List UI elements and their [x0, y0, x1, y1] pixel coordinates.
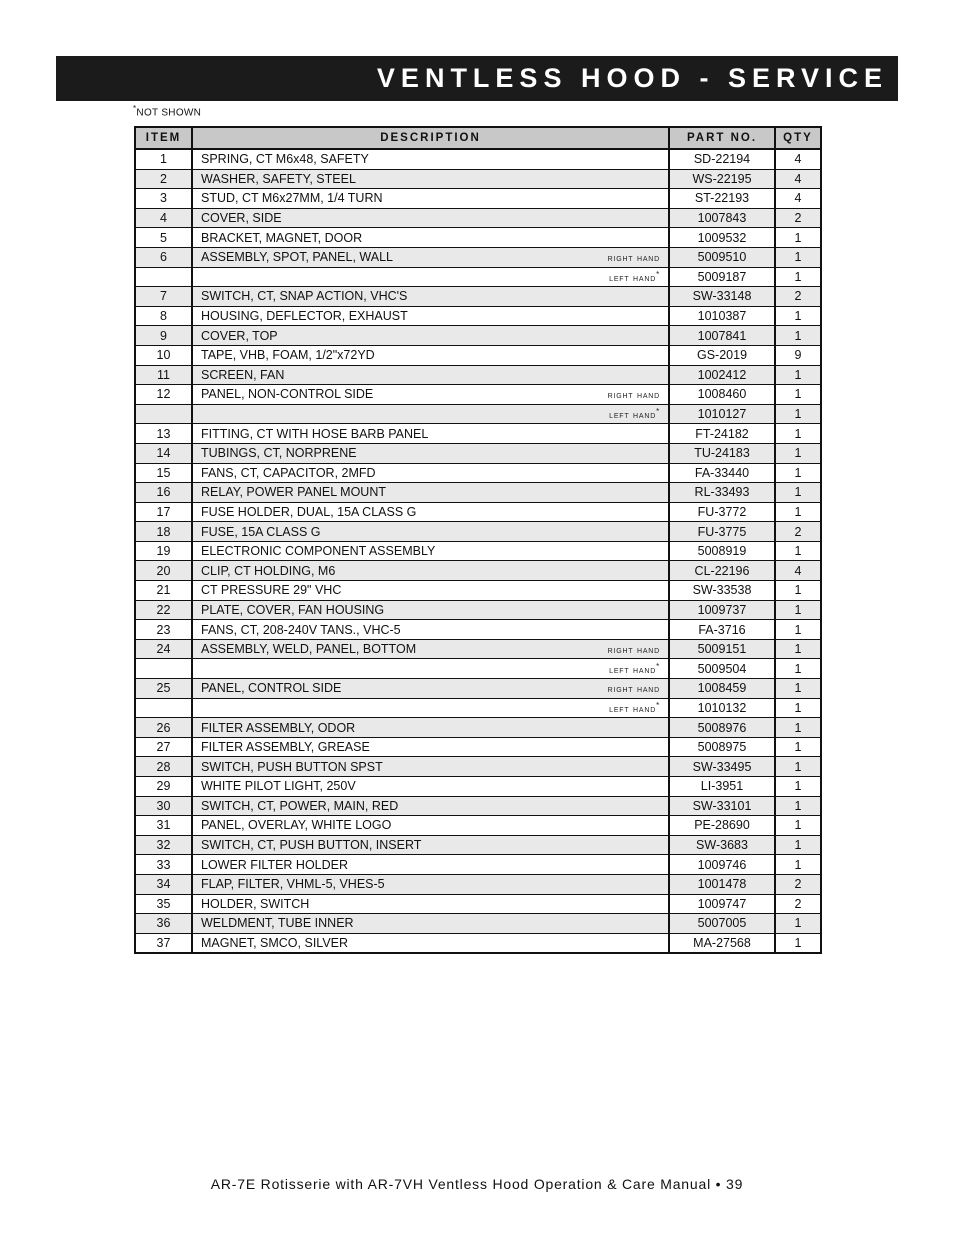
description-text: PANEL, OVERLAY, WHITE LOGO [201, 818, 392, 833]
table-row [135, 894, 821, 914]
quantity-cell: 1 [775, 600, 821, 620]
item-number-cell: 18 [135, 522, 192, 542]
table-row [135, 247, 821, 267]
table-row [135, 816, 821, 836]
description-cell [192, 306, 669, 326]
description-text: RELAY, POWER PANEL MOUNT [201, 485, 386, 500]
table-row [135, 679, 821, 699]
description-cell [192, 345, 669, 365]
description-text: SWITCH, CT, SNAP ACTION, VHC'S [201, 289, 408, 304]
quantity-cell: 1 [775, 639, 821, 659]
table-row [135, 737, 821, 757]
quantity-cell: 1 [775, 424, 821, 444]
not-shown-note [133, 104, 201, 118]
item-number-cell: 12 [135, 385, 192, 405]
note-text: NOT SHOWN [136, 107, 202, 119]
quantity-cell: 1 [775, 385, 821, 405]
item-number-cell: 5 [135, 228, 192, 248]
note-asterisk: * [133, 104, 137, 113]
description-cell [192, 483, 669, 503]
description-cell [192, 679, 669, 699]
column-header-item: ITEM [135, 127, 192, 149]
description-cell [192, 326, 669, 346]
part-number-cell: 1010387 [669, 306, 775, 326]
item-number-cell: 28 [135, 757, 192, 777]
part-number-cell: WS-22195 [669, 169, 775, 189]
table-row [135, 914, 821, 934]
part-number-cell: SW-3683 [669, 835, 775, 855]
item-number-cell: 22 [135, 600, 192, 620]
description-cell [192, 189, 669, 209]
quantity-cell: 1 [775, 914, 821, 934]
item-number-cell: 4 [135, 208, 192, 228]
quantity-cell: 1 [775, 855, 821, 875]
quantity-cell: 1 [775, 267, 821, 287]
part-number-cell: SD-22194 [669, 149, 775, 169]
table-row [135, 365, 821, 385]
quantity-cell: 1 [775, 698, 821, 718]
table-row [135, 600, 821, 620]
description-text: FILTER ASSEMBLY, ODOR [201, 720, 356, 735]
part-number-cell: ST-22193 [669, 189, 775, 209]
item-number-cell: 9 [135, 326, 192, 346]
quantity-cell: 1 [775, 718, 821, 738]
part-number-cell: LI-3951 [669, 777, 775, 797]
table-row [135, 483, 821, 503]
quantity-cell: 1 [775, 443, 821, 463]
description-text: SPRING, CT M6x48, SAFETY [201, 152, 369, 167]
table-row [135, 698, 821, 718]
hand-label [608, 250, 660, 264]
hand-text: right hand [607, 645, 660, 657]
hand-label [608, 642, 660, 656]
quantity-cell: 2 [775, 522, 821, 542]
quantity-cell: 1 [775, 659, 821, 679]
part-number-cell: 5009510 [669, 247, 775, 267]
hand-text: left hand [609, 410, 657, 422]
description-text: TAPE, VHB, FOAM, 1/2"x72YD [201, 348, 375, 363]
quantity-cell: 4 [775, 189, 821, 209]
item-number-cell: 21 [135, 581, 192, 601]
item-number-cell: 23 [135, 620, 192, 640]
description-cell [192, 385, 669, 405]
part-number-cell: 1009746 [669, 855, 775, 875]
description-text: STUD, CT M6x27MM, 1/4 TURN [201, 191, 383, 206]
item-number-cell: 13 [135, 424, 192, 444]
item-number-cell [135, 659, 192, 679]
description-text: HOLDER, SWITCH [201, 896, 310, 911]
quantity-cell: 1 [775, 502, 821, 522]
part-number-cell: 1002412 [669, 365, 775, 385]
quantity-cell: 1 [775, 796, 821, 816]
description-text: HOUSING, DEFLECTOR, EXHAUST [201, 309, 408, 324]
hand-text: left hand [609, 664, 657, 676]
item-number-cell: 19 [135, 541, 192, 561]
table-row [135, 424, 821, 444]
quantity-cell: 4 [775, 169, 821, 189]
item-number-cell: 27 [135, 737, 192, 757]
quantity-cell: 1 [775, 365, 821, 385]
quantity-cell: 2 [775, 208, 821, 228]
description-text: FANS, CT, CAPACITOR, 2MFD [201, 465, 376, 480]
hand-text: right hand [607, 390, 660, 402]
description-cell [192, 718, 669, 738]
part-number-cell: 1008459 [669, 679, 775, 699]
quantity-cell: 1 [775, 483, 821, 503]
table-row [135, 639, 821, 659]
part-number-cell: 5008975 [669, 737, 775, 757]
description-cell [192, 424, 669, 444]
description-text: ELECTRONIC COMPONENT ASSEMBLY [201, 544, 436, 559]
description-cell [192, 149, 669, 169]
description-text: FANS, CT, 208-240V TANS., VHC-5 [201, 622, 401, 637]
item-number-cell: 31 [135, 816, 192, 836]
part-number-cell: 1008460 [669, 385, 775, 405]
page-title: VENTLESS HOOD - SERVICE [376, 63, 888, 93]
description-cell [192, 541, 669, 561]
table-row [135, 267, 821, 287]
description-cell [192, 620, 669, 640]
description-cell [192, 894, 669, 914]
hand-label [609, 662, 660, 676]
table-row [135, 385, 821, 405]
description-text: BRACKET, MAGNET, DOOR [201, 230, 363, 245]
quantity-cell: 1 [775, 757, 821, 777]
table-row [135, 149, 821, 169]
header-banner [56, 56, 898, 101]
table-row [135, 326, 821, 346]
description-cell [192, 208, 669, 228]
part-number-cell: SW-33538 [669, 581, 775, 601]
description-cell [192, 443, 669, 463]
description-text: TUBINGS, CT, NORPRENE [201, 446, 357, 461]
part-number-cell: RL-33493 [669, 483, 775, 503]
description-cell [192, 463, 669, 483]
quantity-cell: 1 [775, 620, 821, 640]
item-number-cell: 33 [135, 855, 192, 875]
hand-label [609, 407, 660, 421]
item-number-cell: 35 [135, 894, 192, 914]
column-header-qty: QTY [775, 127, 821, 149]
part-number-cell: 1009737 [669, 600, 775, 620]
item-number-cell: 6 [135, 247, 192, 267]
description-cell [192, 228, 669, 248]
quantity-cell: 1 [775, 541, 821, 561]
description-cell [192, 835, 669, 855]
item-number-cell: 26 [135, 718, 192, 738]
description-text: FUSE, 15A CLASS G [201, 524, 321, 539]
hand-text: right hand [607, 684, 660, 696]
table-row [135, 345, 821, 365]
item-number-cell: 20 [135, 561, 192, 581]
description-text: ASSEMBLY, WELD, PANEL, BOTTOM [201, 642, 417, 657]
parts-table [134, 126, 822, 954]
table-row [135, 287, 821, 307]
item-number-cell: 36 [135, 914, 192, 934]
table-row [135, 443, 821, 463]
part-number-cell: SW-33101 [669, 796, 775, 816]
description-text: MAGNET, SMCO, SILVER [201, 936, 349, 951]
quantity-cell: 2 [775, 874, 821, 894]
item-number-cell [135, 404, 192, 424]
description-cell [192, 600, 669, 620]
description-text: WASHER, SAFETY, STEEL [201, 171, 356, 186]
table-row [135, 502, 821, 522]
not-shown-asterisk: * [656, 700, 660, 710]
table-row [135, 561, 821, 581]
part-number-cell: SW-33495 [669, 757, 775, 777]
hand-text: left hand [609, 272, 657, 284]
table-row [135, 874, 821, 894]
quantity-cell: 2 [775, 894, 821, 914]
table-row [135, 169, 821, 189]
table-row [135, 581, 821, 601]
description-cell [192, 757, 669, 777]
item-number-cell: 10 [135, 345, 192, 365]
description-cell [192, 522, 669, 542]
part-number-cell: 5009151 [669, 639, 775, 659]
description-cell [192, 502, 669, 522]
part-number-cell: FU-3772 [669, 502, 775, 522]
hand-text: right hand [607, 253, 660, 265]
item-number-cell [135, 698, 192, 718]
table-row [135, 933, 821, 953]
table-row [135, 463, 821, 483]
table-row [135, 835, 821, 855]
table-row [135, 718, 821, 738]
description-text: COVER, TOP [201, 328, 278, 343]
description-cell [192, 698, 669, 718]
item-number-cell: 15 [135, 463, 192, 483]
item-number-cell: 16 [135, 483, 192, 503]
description-text: FITTING, CT WITH HOSE BARB PANEL [201, 426, 429, 441]
description-cell [192, 247, 669, 267]
description-text: WELDMENT, TUBE INNER [201, 916, 354, 931]
not-shown-asterisk: * [656, 407, 660, 417]
quantity-cell: 1 [775, 679, 821, 699]
description-cell [192, 796, 669, 816]
column-header-part-no: PART NO. [669, 127, 775, 149]
description-cell [192, 737, 669, 757]
description-cell [192, 639, 669, 659]
description-cell [192, 855, 669, 875]
quantity-cell: 1 [775, 816, 821, 836]
description-cell [192, 581, 669, 601]
hand-label [609, 270, 660, 284]
item-number-cell [135, 267, 192, 287]
description-text: PLATE, COVER, FAN HOUSING [201, 602, 385, 617]
description-text: CLIP, CT HOLDING, M6 [201, 563, 336, 578]
item-number-cell: 2 [135, 169, 192, 189]
hand-label [608, 387, 660, 401]
quantity-cell: 1 [775, 737, 821, 757]
part-number-cell: 1007843 [669, 208, 775, 228]
description-text: CT PRESSURE 29" VHC [201, 583, 342, 598]
description-cell [192, 365, 669, 385]
part-number-cell: PE-28690 [669, 816, 775, 836]
table-row [135, 522, 821, 542]
table-row [135, 541, 821, 561]
item-number-cell: 29 [135, 777, 192, 797]
part-number-cell: 1010127 [669, 404, 775, 424]
description-text: SWITCH, CT, POWER, MAIN, RED [201, 798, 399, 813]
part-number-cell: 5008976 [669, 718, 775, 738]
quantity-cell: 1 [775, 463, 821, 483]
description-cell [192, 287, 669, 307]
table-row [135, 306, 821, 326]
part-number-cell: 5009504 [669, 659, 775, 679]
description-cell [192, 169, 669, 189]
table-row [135, 855, 821, 875]
table-row [135, 620, 821, 640]
part-number-cell: 5007005 [669, 914, 775, 934]
part-number-cell: 1001478 [669, 874, 775, 894]
quantity-cell: 2 [775, 287, 821, 307]
quantity-cell: 9 [775, 345, 821, 365]
description-text: PANEL, NON-CONTROL SIDE [201, 387, 374, 402]
quantity-cell: 1 [775, 247, 821, 267]
item-number-cell: 34 [135, 874, 192, 894]
quantity-cell: 4 [775, 149, 821, 169]
hand-label [608, 681, 660, 695]
table-row [135, 189, 821, 209]
description-cell [192, 777, 669, 797]
part-number-cell: FT-24182 [669, 424, 775, 444]
description-cell [192, 267, 669, 287]
column-header-description: DESCRIPTION [192, 127, 669, 149]
table-row [135, 404, 821, 424]
table-row [135, 777, 821, 797]
quantity-cell: 1 [775, 404, 821, 424]
part-number-cell: 5008919 [669, 541, 775, 561]
part-number-cell: TU-24183 [669, 443, 775, 463]
part-number-cell: FA-33440 [669, 463, 775, 483]
item-number-cell: 3 [135, 189, 192, 209]
part-number-cell: SW-33148 [669, 287, 775, 307]
description-text: COVER, SIDE [201, 211, 282, 226]
hand-label [609, 701, 660, 715]
description-cell [192, 874, 669, 894]
description-text: SWITCH, CT, PUSH BUTTON, INSERT [201, 838, 422, 853]
part-number-cell: 1007841 [669, 326, 775, 346]
not-shown-asterisk: * [656, 269, 660, 279]
part-number-cell: GS-2019 [669, 345, 775, 365]
part-number-cell: 1009747 [669, 894, 775, 914]
quantity-cell: 1 [775, 933, 821, 953]
table-header-row [135, 127, 821, 149]
description-text: FILTER ASSEMBLY, GREASE [201, 740, 370, 755]
quantity-cell: 1 [775, 581, 821, 601]
item-number-cell: 30 [135, 796, 192, 816]
item-number-cell: 17 [135, 502, 192, 522]
description-text: LOWER FILTER HOLDER [201, 857, 349, 872]
part-number-cell: 1010132 [669, 698, 775, 718]
description-text: ASSEMBLY, SPOT, PANEL, WALL [201, 250, 393, 265]
item-number-cell: 14 [135, 443, 192, 463]
part-number-cell: 1009532 [669, 228, 775, 248]
table-row [135, 757, 821, 777]
description-cell [192, 404, 669, 424]
part-number-cell: MA-27568 [669, 933, 775, 953]
description-text: WHITE PILOT LIGHT, 250V [201, 779, 356, 794]
part-number-cell: FU-3775 [669, 522, 775, 542]
description-text: FUSE HOLDER, DUAL, 15A CLASS G [201, 504, 417, 519]
table-row [135, 659, 821, 679]
part-number-cell: 5009187 [669, 267, 775, 287]
quantity-cell: 1 [775, 777, 821, 797]
description-text: PANEL, CONTROL SIDE [201, 681, 342, 696]
part-number-cell: CL-22196 [669, 561, 775, 581]
part-number-cell: FA-3716 [669, 620, 775, 640]
quantity-cell: 1 [775, 228, 821, 248]
item-number-cell: 8 [135, 306, 192, 326]
quantity-cell: 4 [775, 561, 821, 581]
item-number-cell: 37 [135, 933, 192, 953]
page-footer: AR-7E Rotisserie with AR-7VH Ventless Hood Operation & Care Manual • 39 [210, 1176, 744, 1192]
quantity-cell: 1 [775, 306, 821, 326]
item-number-cell: 7 [135, 287, 192, 307]
table-row [135, 228, 821, 248]
hand-text: left hand [609, 703, 657, 715]
description-cell [192, 816, 669, 836]
item-number-cell: 11 [135, 365, 192, 385]
description-text: SWITCH, PUSH BUTTON SPST [201, 759, 383, 774]
description-text: FLAP, FILTER, VHML-5, VHES-5 [201, 877, 385, 892]
description-cell [192, 561, 669, 581]
table-row [135, 208, 821, 228]
parts-table-body [135, 149, 821, 953]
quantity-cell: 1 [775, 326, 821, 346]
item-number-cell: 1 [135, 149, 192, 169]
item-number-cell: 32 [135, 835, 192, 855]
not-shown-asterisk: * [656, 661, 660, 671]
description-cell [192, 933, 669, 953]
description-text: SCREEN, FAN [201, 367, 285, 382]
table-row [135, 796, 821, 816]
item-number-cell: 24 [135, 639, 192, 659]
item-number-cell: 25 [135, 679, 192, 699]
description-cell [192, 914, 669, 934]
description-cell [192, 659, 669, 679]
quantity-cell: 1 [775, 835, 821, 855]
